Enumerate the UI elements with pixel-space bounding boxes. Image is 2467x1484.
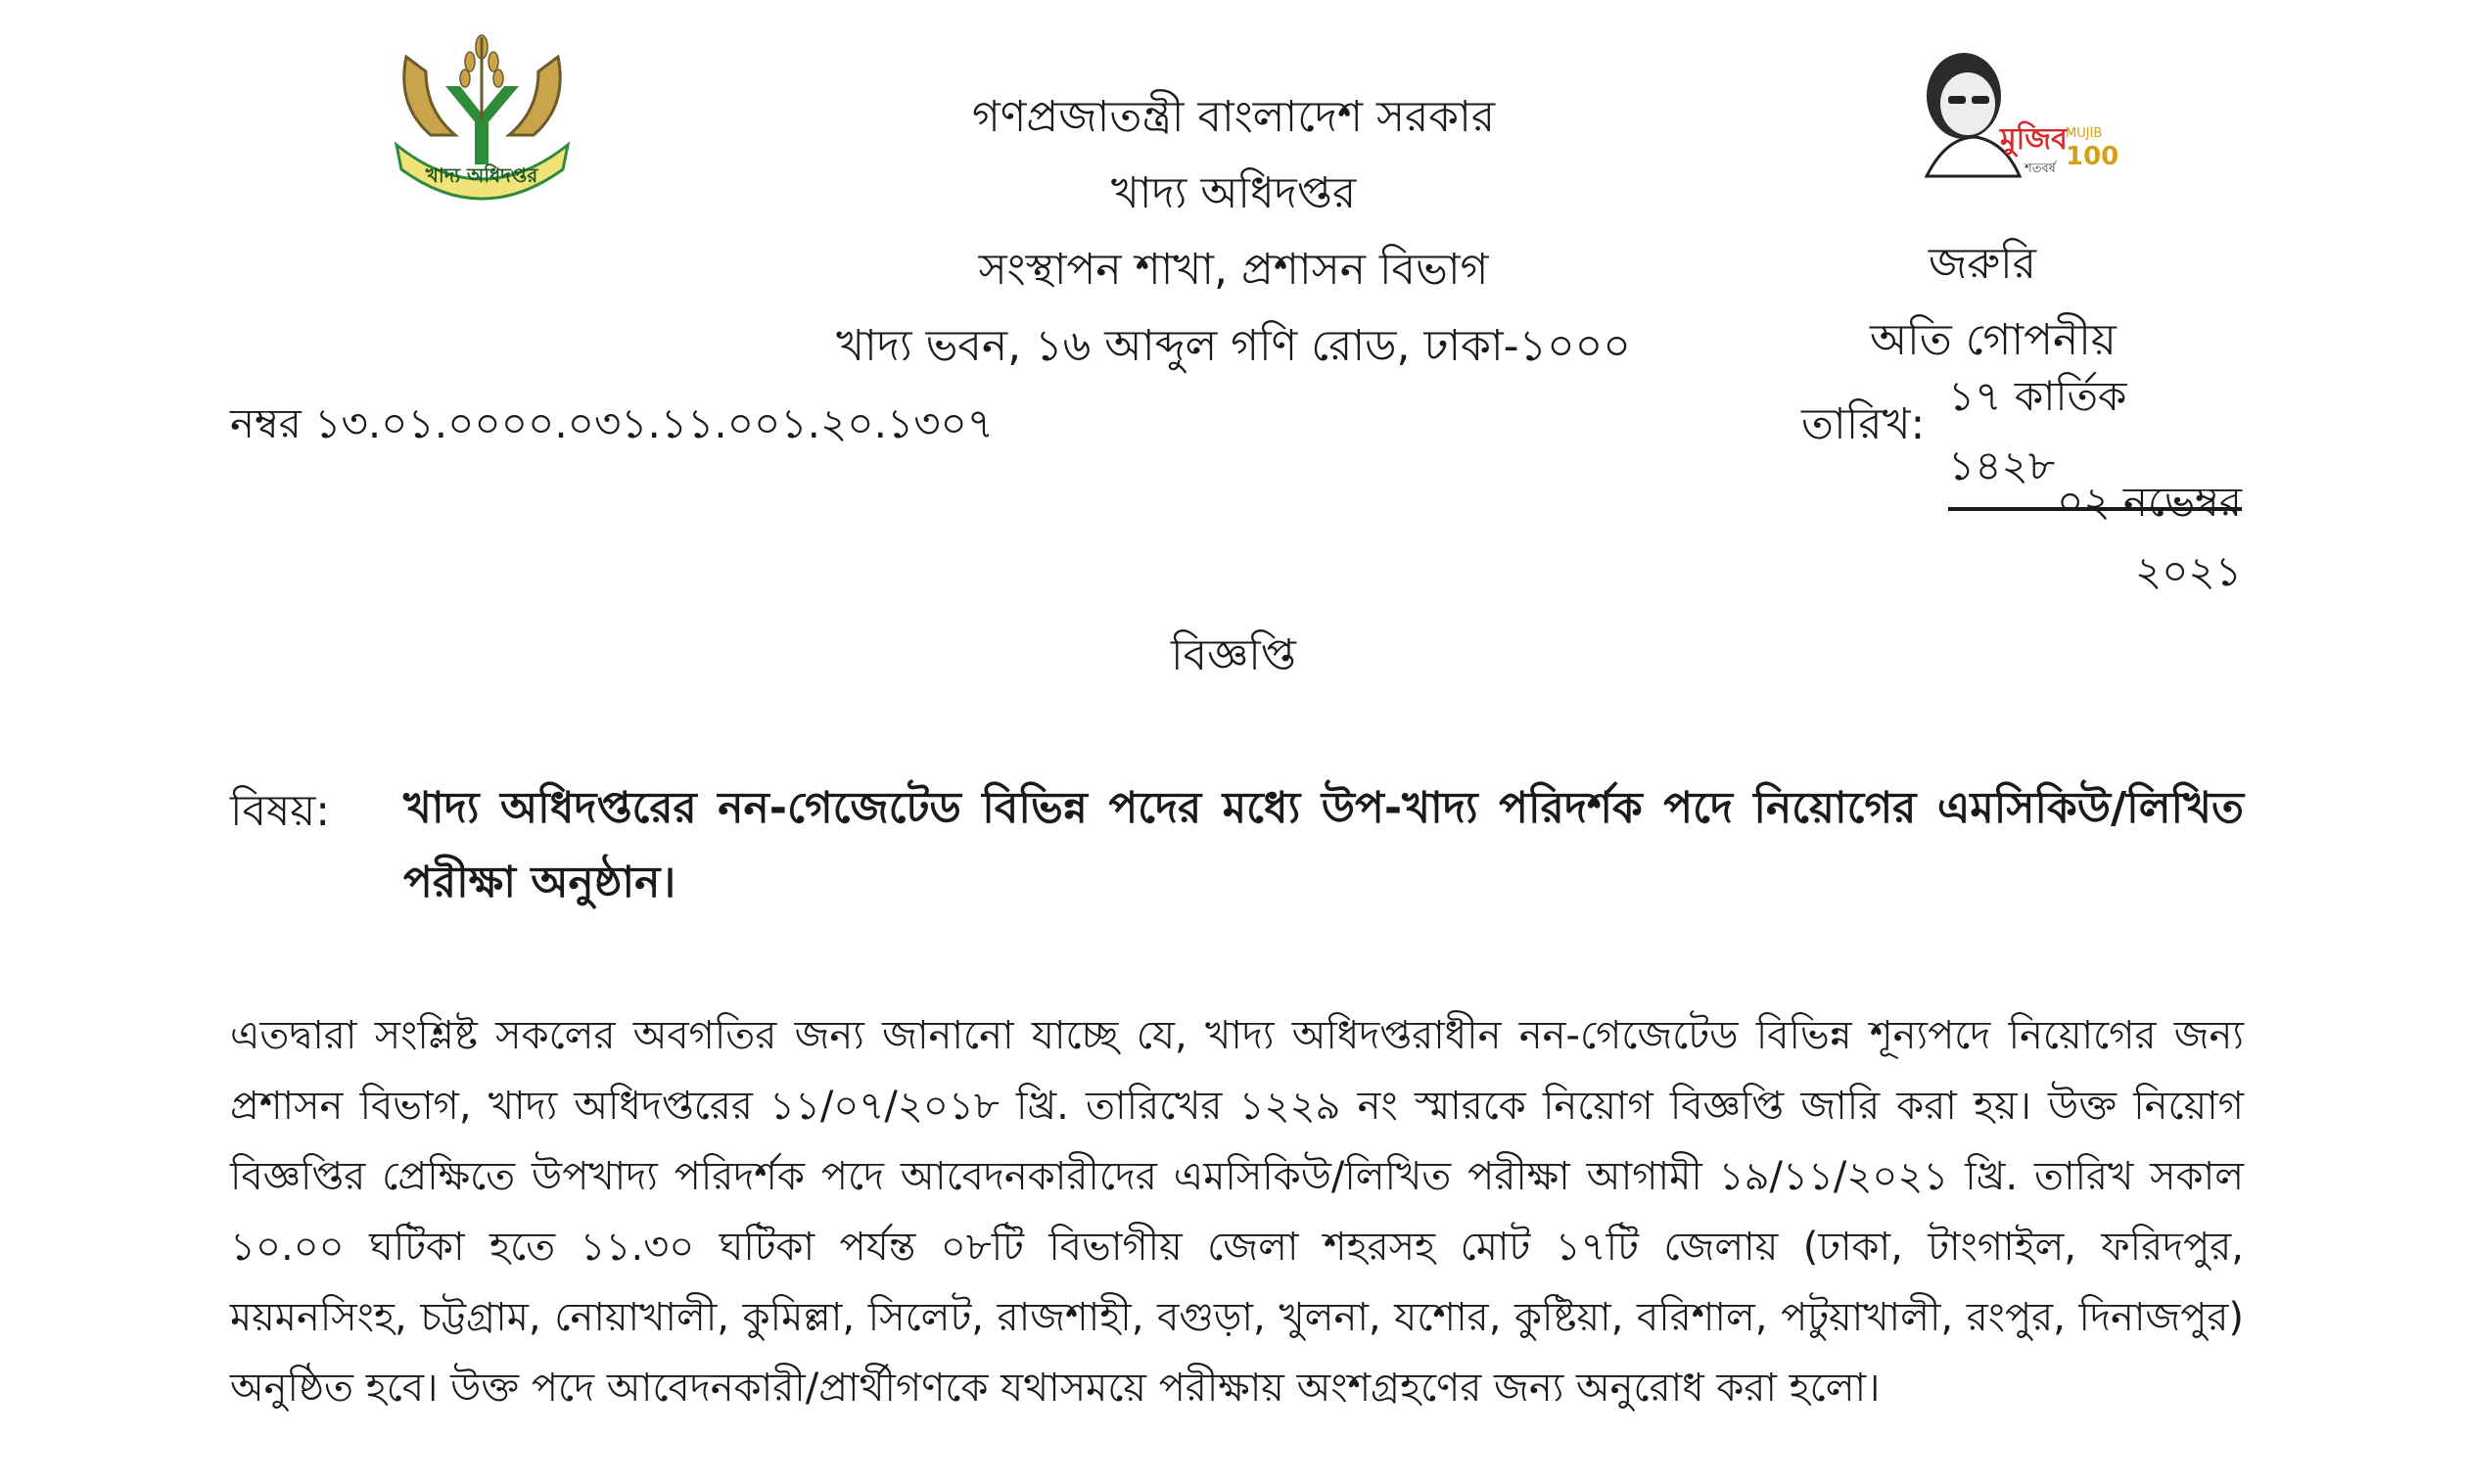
- date-bengali: ১৭ কার্তিক ১৪২৮: [1948, 364, 2242, 511]
- reference-number: নম্বর ১৩.০১.০০০০.০৩১.১১.০০১.২০.১৩০৭: [230, 399, 995, 447]
- header-address: খাদ্য ভবন, ১৬ আব্দুল গণি রোড, ঢাকা-১০০০: [836, 321, 1631, 371]
- mujib-100-text: 100: [2066, 142, 2119, 171]
- mujib-en-text: MUJIB: [2066, 126, 2103, 141]
- mujib-sub-text: শতবর্ষ: [2025, 162, 2056, 176]
- mujib-borsho-logo: [1907, 39, 2119, 186]
- mujib-text: মুজিব: [2000, 122, 2068, 157]
- notice-body: এতদ্বারা সংশ্লিষ্ট সকলের অবগতির জন্য জানানো যাচ্ছে যে, খাদ্য অধিদপ্তরাধীন নন-গেজেটেড বিভিন্ন শূন্যপদে নিয়োগের জন্য প্রশাসন বিভাগ, খাদ্য অধিদপ্তরের ১১/০৭/২০১৮ খ্রি. তারিখের ১২২৯ নং স্মারকে নিয়োগ বিজ্ঞপ্তি জারি করা হয়। উক্ত নিয়োগ বিজ্ঞপ্তির প্রেক্ষিতে উপখাদ্য পরিদর্শক পদে আবেদনকারীদের এমসিকিউ/লিখিত পরীক্ষা আগামী ১৯/১১/২০২১ খ্রি. তারিখ সকাল ১০.০০ ঘটিকা হতে ১১.৩০ ঘটিকা পর্যন্ত ০৮টি বিভাগীয় জেলা শহরসহ মোট ১৭টি জেলায় (ঢাকা, টাংগাইল, ফরিদপুর, ময়মনসিংহ, চট্টগ্রাম, নোয়াখালী, কুমিল্লা, সিলেট, রাজশাহী, বগুড়া, খুলনা, যশোর, কুষ্টিয়া, বরিশাল, পটুয়াখালী, রংপুর, দিনাজপুর) অনুষ্ঠিত হবে। উক্ত পদে আবেদনকারী/প্রার্থীগণকে যথাসময়ে পরীক্ষায় অংশগ্রহণের জন্য অনুরোধ করা হলো।: [230, 1013, 2244, 1411]
- header-directorate: খাদ্য অধিদপ্তর: [1110, 168, 1357, 218]
- header-government: গণপ্রজাতন্ত্রী বাংলাদেশ সরকার: [971, 92, 1496, 142]
- header-section: সংস্থাপন শাখা, প্রশাসন বিভাগ: [978, 245, 1489, 295]
- date-gregorian: ০২ নভেম্বর ২০২১: [2056, 478, 2242, 595]
- confidential-label: অতি গোপনীয়: [1870, 315, 2117, 365]
- subject-text: খাদ্য অধিদপ্তরের নন-গেজেটেড বিভিন্ন পদের মধ্যে উপ-খাদ্য পরিদর্শক পদে নিয়োগের এমসিকিউ/লিখিত পরীক্ষা অনুষ্ঠান।: [403, 783, 2244, 907]
- food-directorate-logo-text: খাদ্য অধিদপ্তর: [425, 163, 538, 187]
- subject-label: বিষয়:: [230, 786, 331, 836]
- urgent-label: জরুরি: [1929, 239, 2036, 289]
- notice-title: বিজ্ঞপ্তি: [1171, 630, 1296, 680]
- date-label: তারিখ:: [1801, 399, 1926, 449]
